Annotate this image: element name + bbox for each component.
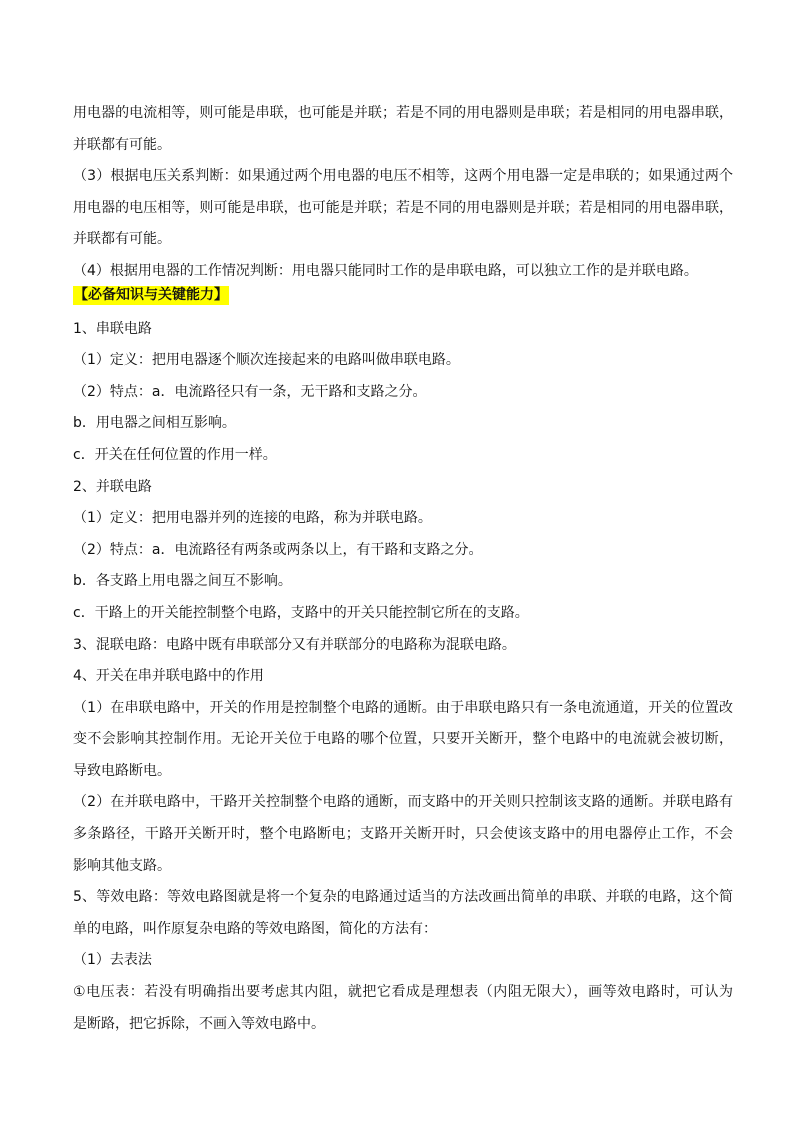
section-heading: 【必备知识与关键能力】: [74, 286, 228, 303]
parallel-circuit-feature-b: b．各支路上用电器之间互不影响。: [73, 573, 292, 590]
equivalent-circuit-intro-line-1: 5、等效电路：等效电路图就是将一个复杂的电路通过适当的方法改画出简单的串联、并联的电路，这个简: [73, 889, 733, 906]
series-circuit-feature-b: b．用电器之间相互影响。: [73, 415, 236, 432]
paragraph-3-line-3: 并联都有可能。: [73, 231, 171, 248]
switch-role-item-1-line-3: 导致电路断电。: [73, 762, 171, 779]
switch-role-item-1-line-2: 变不会影响其控制作用。无论开关位于电路的哪个位置，只要开关断开，整个电路中的电流就会被切断，: [73, 731, 733, 748]
parallel-circuit-feature-a: （2）特点：a．电流路径有两条或两条以上，有干路和支路之分。: [73, 541, 483, 558]
paragraph-top-line-1: 用电器的电流相等，则可能是串联，也可能是并联；若是不同的用电器则是串联；若是相同的用电器串联，: [73, 105, 733, 121]
switch-role-item-2-line-2: 多条路径，干路开关断开时，整个电路断电；支路开关断开时，只会使该支路中的用电器停止工作，不会: [73, 826, 733, 843]
mixed-circuit-paragraph: 3、混联电路：电路中既有串联部分又有并联部分的电路称为混联电路。: [73, 636, 516, 653]
series-circuit-definition: （1）定义：把用电器逐个顺次连接起来的电路叫做串联电路。: [73, 352, 460, 369]
document-body: [73, 98, 733, 1040]
series-circuit-feature-a: （2）特点：a．电流路径只有一条，无干路和支路之分。: [73, 383, 427, 400]
equivalent-method-title: （1）去表法: [73, 952, 152, 969]
voltmeter-rule-line-1: ①电压表：若没有明确指出要考虑其内阻，就把它看成是理想表（内阻无限大），画等效电路时，可认为: [73, 984, 733, 1001]
paragraph-top-line-2: 并联都有可能。: [73, 136, 171, 153]
voltmeter-rule-line-2: 是断路，把它拆除，不画入等效电路中。: [73, 1015, 325, 1032]
parallel-circuit-feature-c: c．干路上的开关能控制整个电路，支路中的开关只能控制它所在的支路。: [73, 604, 529, 621]
series-circuit-title: 1、串联电路: [73, 320, 152, 337]
switch-role-item-2-line-1: （2）在并联电路中，干路开关控制整个电路的通断，而支路中的开关则只控制该支路的通断。并联电路有: [73, 794, 733, 811]
paragraph-3-line-2: 用电器的电压相等，则可能是串联，也可能是并联；若是不同的用电器则是并联；若是相同的用电器串联，: [73, 199, 733, 216]
switch-role-item-2-line-3: 影响其他支路。: [73, 857, 171, 874]
parallel-circuit-title: 2、并联电路: [73, 478, 152, 495]
equivalent-circuit-intro-line-2: 单的电路，叫作原复杂电路的等效电路图，简化的方法有：: [73, 920, 437, 937]
switch-role-item-1-line-1: （1）在串联电路中，开关的作用是控制整个电路的通断。由于串联电路只有一条电流通道，开关的位置改: [73, 699, 733, 716]
parallel-circuit-definition: （1）定义：把用电器并列的连接的电路，称为并联电路。: [73, 510, 432, 527]
series-circuit-feature-c: c．开关在任何位置的作用一样。: [73, 446, 277, 463]
paragraph-3-line-1: （3）根据电压关系判断：如果通过两个用电器的电压不相等，这两个用电器一定是串联的；如果通过两个: [73, 168, 733, 185]
switch-role-title: 4、开关在串并联电路中的作用: [73, 668, 264, 685]
paragraph-4: （4）根据用电器的工作情况判断：用电器只能同时工作的是串联电路，可以独立工作的是并联电路。: [73, 262, 698, 279]
